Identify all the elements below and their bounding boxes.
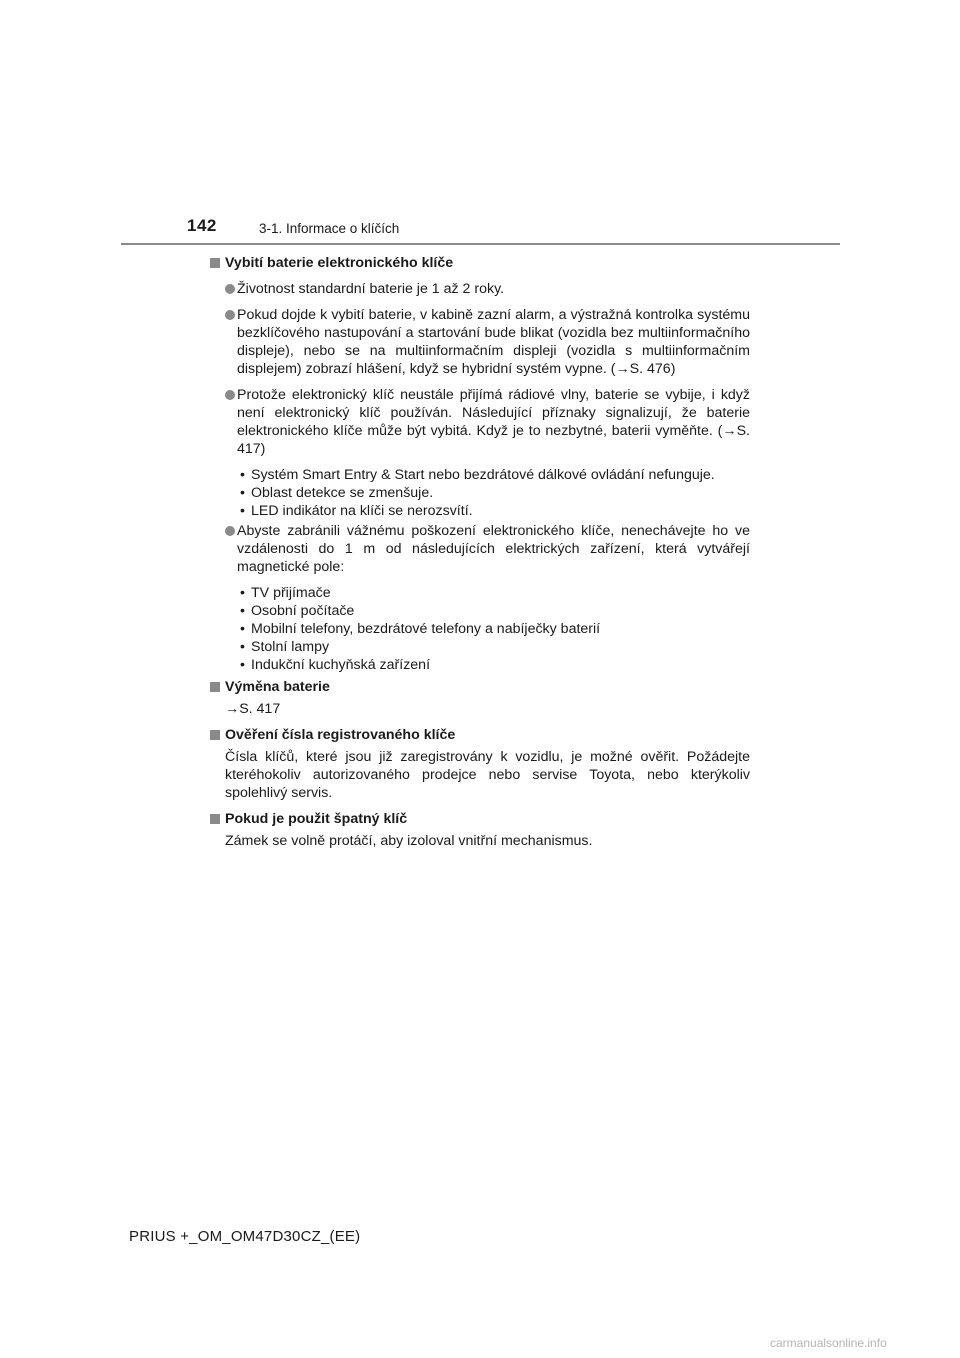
- paragraph: Čísla klíčů, které jsou již zaregistrovány k vozidlu, je možné ověřit. Požádejte kteréhokoliv autorizovaného prodejce nebo servise Toyota, nebo kterýkoliv spolehlivý servis.: [225, 749, 750, 801]
- section-title: 3-1. Informace o klíčích: [259, 221, 400, 236]
- page-number: 142: [187, 216, 217, 235]
- section-heading-wrong-key: Pokud je použit špatný klíč: [210, 810, 750, 828]
- dot-marker: •: [240, 621, 245, 637]
- dot-marker: •: [240, 503, 245, 519]
- dot-marker: •: [240, 639, 245, 655]
- symptom-item: • Systém Smart Entry & Start nebo bezdrátové dálkové ovládání nefunguje.: [240, 467, 715, 483]
- device-list: [210, 584, 750, 674]
- dot-marker: •: [240, 603, 245, 619]
- dot-marker: •: [240, 657, 245, 673]
- document-code: PRIUS +_OM_OM47D30CZ_(EE): [129, 1228, 361, 1245]
- device-item: • TV přijímače: [240, 585, 331, 601]
- list-item: Pokud dojde k vybití baterie, v kabině zazní alarm, a výstražná kontrolka systému bezklíčového nastupování a startování bude blikat (vozidla bez multiinformačního displeje), nebo se na multiinformačním displeji (vozidla s multiinformačním displejem) zobrazí hlášení, když se hybridní systém vypne. (→S. 476): [210, 306, 750, 378]
- section-heading-key-number-check: Ověření čísla registrovaného klíče: [210, 726, 750, 744]
- dot-marker: •: [240, 485, 245, 501]
- symptom-list: [210, 466, 750, 520]
- watermark: carmanualsonline.info: [770, 1336, 887, 1350]
- list-item: Abyste zabránili vážnému poškození elektronického klíče, nenechávejte ho ve vzdálenosti do 1 m od následujících elektrických zařízení, která vytvářejí magnetické pole:: [210, 522, 750, 576]
- round-bullet-icon: [225, 526, 235, 536]
- round-bullet-icon: [225, 390, 235, 400]
- symptom-item: • Oblast detekce se zmenšuje.: [240, 485, 434, 501]
- symptom-item: • LED indikátor na klíči se nerozsvítí.: [240, 503, 473, 519]
- cross-reference-link[interactable]: →S. 417: [225, 701, 281, 717]
- device-item: • Mobilní telefony, bezdrátové telefony a nabíječky baterií: [240, 621, 601, 637]
- device-item: • Osobní počítače: [240, 603, 355, 619]
- square-bullet-icon: [210, 730, 220, 740]
- list-item: Životnost standardní baterie je 1 až 2 roky.: [210, 280, 750, 298]
- header-divider: [121, 243, 840, 245]
- page-content: [210, 254, 750, 858]
- device-item: • Indukční kuchyňská zařízení: [240, 657, 431, 673]
- list-item: Protože elektronický klíč neustále přijímá rádiové vlny, baterie se vybije, i když není elektronický klíč používán. Následující příznaky signalizují, že baterie elektronického klíče může být vybitá. Když je to nezbytné, baterii vyměňte. (→S. 417): [210, 386, 750, 458]
- square-bullet-icon: [210, 258, 220, 268]
- dot-marker: •: [240, 585, 245, 601]
- paragraph: Zámek se volně protáčí, aby izoloval vnitřní mechanismus.: [225, 833, 593, 849]
- device-item: • Stolní lampy: [240, 639, 330, 655]
- square-bullet-icon: [210, 682, 220, 692]
- round-bullet-icon: [225, 310, 235, 320]
- round-bullet-icon: [225, 284, 235, 294]
- section-heading-battery-replacement: Výměna baterie: [210, 678, 750, 696]
- dot-marker: •: [240, 467, 245, 483]
- square-bullet-icon: [210, 814, 220, 824]
- section-heading-battery-discharge: Vybití baterie elektronického klíče: [210, 254, 750, 272]
